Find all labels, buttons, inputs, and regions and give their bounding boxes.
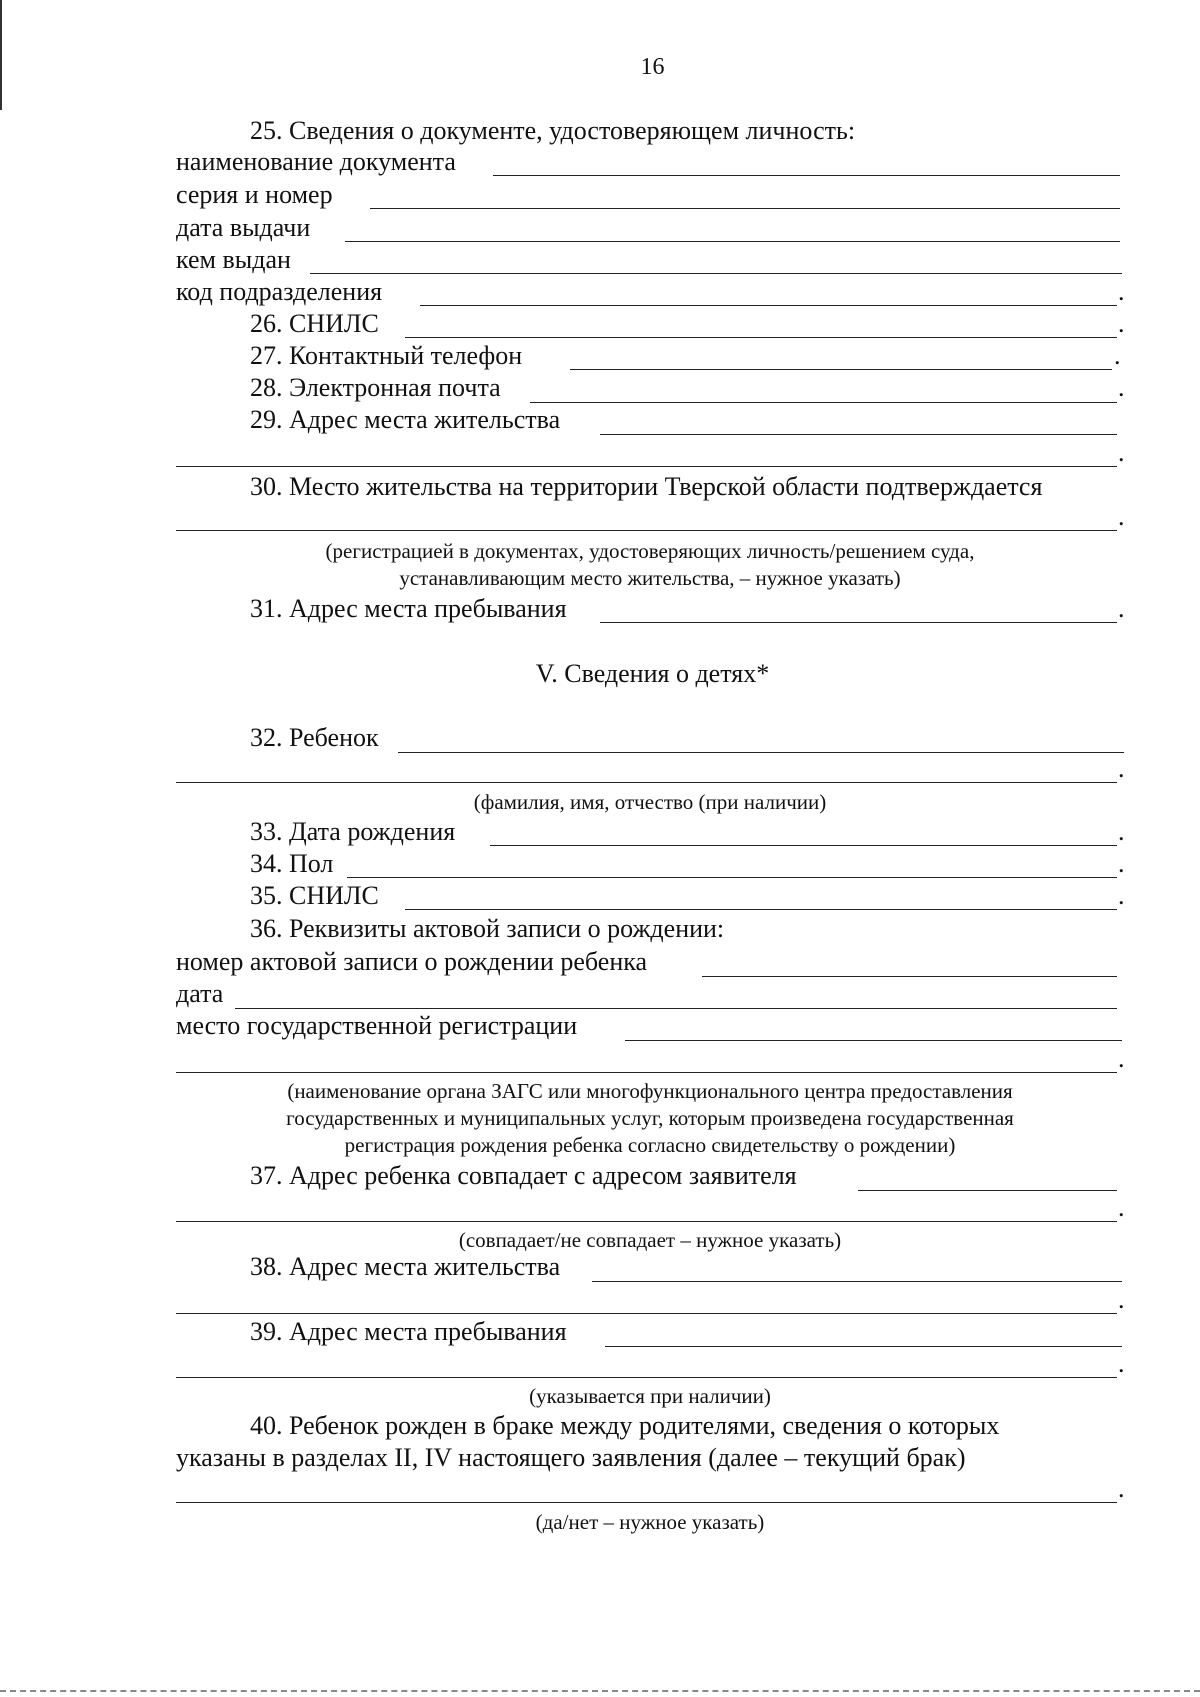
item-26-label: 26. СНИЛС <box>250 309 379 338</box>
email-field[interactable] <box>530 402 1117 403</box>
doc-name-field[interactable] <box>493 175 1120 176</box>
page-number: 16 <box>640 54 665 80</box>
punct-dot: . <box>1118 277 1125 306</box>
record-date-field[interactable] <box>235 1008 1117 1009</box>
record-number-field[interactable] <box>702 976 1117 977</box>
punct-dot: . <box>1118 754 1125 783</box>
child-name-field-2[interactable] <box>176 782 1117 783</box>
item-34-label: 34. Пол <box>250 849 334 878</box>
note-39: (указывается при наличии) <box>529 1384 771 1408</box>
note-30-line2: устанавливающим место жительства, – нужное указать) <box>399 566 901 590</box>
item-32-label: 32. Ребенок <box>250 723 379 752</box>
registration-place-field[interactable] <box>625 1040 1122 1041</box>
note-40: (да/нет – нужное указать) <box>535 1510 765 1534</box>
registration-place-field-2[interactable] <box>176 1072 1117 1073</box>
punct-dot: . <box>1118 373 1125 402</box>
item-38-label: 38. Адрес места жительства <box>250 1252 561 1281</box>
issue-date-label: дата выдачи <box>176 213 311 242</box>
division-code-label: код подразделения <box>176 277 383 306</box>
snils-field[interactable] <box>405 337 1117 338</box>
child-snils-field[interactable] <box>405 909 1117 910</box>
note-30-line1: (регистрацией в документах, удостоверяющих личность/решением суда, <box>325 539 975 563</box>
punct-dot: . <box>1118 849 1125 878</box>
punct-dot: . <box>1118 1474 1125 1503</box>
issue-date-field[interactable] <box>345 241 1120 242</box>
punct-dot: . <box>1118 881 1125 910</box>
punct-dot: . <box>1118 1044 1125 1073</box>
punct-dot: . <box>1114 341 1121 370</box>
child-name-field[interactable] <box>398 752 1124 753</box>
address-match-field[interactable] <box>858 1190 1117 1191</box>
residence-address-field[interactable] <box>600 434 1117 435</box>
item-25-label: 25. Сведения о документе, удостоверяющем личность: <box>250 116 856 145</box>
series-number-label: серия и номер <box>176 180 333 209</box>
issued-by-field[interactable] <box>310 273 1122 274</box>
item-37-label: 37. Адрес ребенка совпадает с адресом заявителя <box>250 1161 797 1190</box>
record-number-label: номер актовой записи о рождении ребенка <box>176 947 648 976</box>
punct-dot: . <box>1118 438 1125 467</box>
child-residence-field-2[interactable] <box>176 1313 1117 1314</box>
punct-dot: . <box>1118 309 1125 338</box>
item-39-label: 39. Адрес места пребывания <box>250 1317 567 1346</box>
item-30-label: 30. Место жительства на территории Тверской области подтверждается <box>250 472 1043 501</box>
punct-dot: . <box>1118 502 1125 531</box>
item-36-label: 36. Реквизиты актовой записи о рождении: <box>250 914 725 943</box>
item-40-line1: 40. Ребенок рожден в браке между родителями, сведения о которых <box>250 1411 1000 1440</box>
item-40-line2: указаны в разделах II, IV настоящего заявления (далее – текущий брак) <box>176 1443 966 1472</box>
punct-dot: . <box>1118 1349 1125 1378</box>
record-date-label: дата <box>176 979 224 1008</box>
item-33-label: 33. Дата рождения <box>250 817 456 846</box>
child-residence-field[interactable] <box>592 1281 1122 1282</box>
issued-by-label: кем выдан <box>176 245 291 274</box>
punct-dot: . <box>1118 1193 1125 1222</box>
sex-field[interactable] <box>347 877 1117 878</box>
note-36-line2: государственных и муниципальных услуг, которым произведена государственная <box>286 1106 1014 1130</box>
residence-confirmation-field[interactable] <box>176 530 1117 531</box>
address-match-field-2[interactable] <box>176 1221 1117 1222</box>
punct-dot: . <box>1118 817 1125 846</box>
note-36-line1: (наименование органа ЗАГС или многофункционального центра предоставления <box>287 1079 1013 1103</box>
item-35-label: 35. СНИЛС <box>250 881 379 910</box>
doc-name-label: наименование документа <box>176 147 456 176</box>
marriage-field[interactable] <box>176 1502 1117 1503</box>
punct-dot: . <box>1118 1285 1125 1314</box>
child-stay-field[interactable] <box>605 1346 1122 1347</box>
item-28-label: 28. Электронная почта <box>250 373 501 402</box>
scan-edge-bottom <box>0 1690 1200 1692</box>
child-stay-field-2[interactable] <box>176 1377 1117 1378</box>
item-29-label: 29. Адрес места жительства <box>250 405 561 434</box>
series-number-field[interactable] <box>370 208 1120 209</box>
punct-dot: . <box>1118 594 1125 623</box>
item-31-label: 31. Адрес места пребывания <box>250 594 567 623</box>
phone-field[interactable] <box>570 369 1112 370</box>
note-37: (совпадает/не совпадает – нужное указать) <box>458 1228 842 1252</box>
item-27-label: 27. Контактный телефон <box>250 341 523 370</box>
division-code-field[interactable] <box>420 305 1117 306</box>
section-heading: V. Сведения о детях* <box>535 659 770 688</box>
registration-place-label: место государственной регистрации <box>176 1011 578 1040</box>
note-32: (фамилия, имя, отчество (при наличии) <box>473 790 827 814</box>
stay-address-field[interactable] <box>600 622 1117 623</box>
note-36-line3: регистрация рождения ребенка согласно свидетельству о рождении) <box>344 1133 956 1157</box>
birth-date-field[interactable] <box>490 845 1117 846</box>
residence-address-field-2[interactable] <box>176 466 1117 467</box>
